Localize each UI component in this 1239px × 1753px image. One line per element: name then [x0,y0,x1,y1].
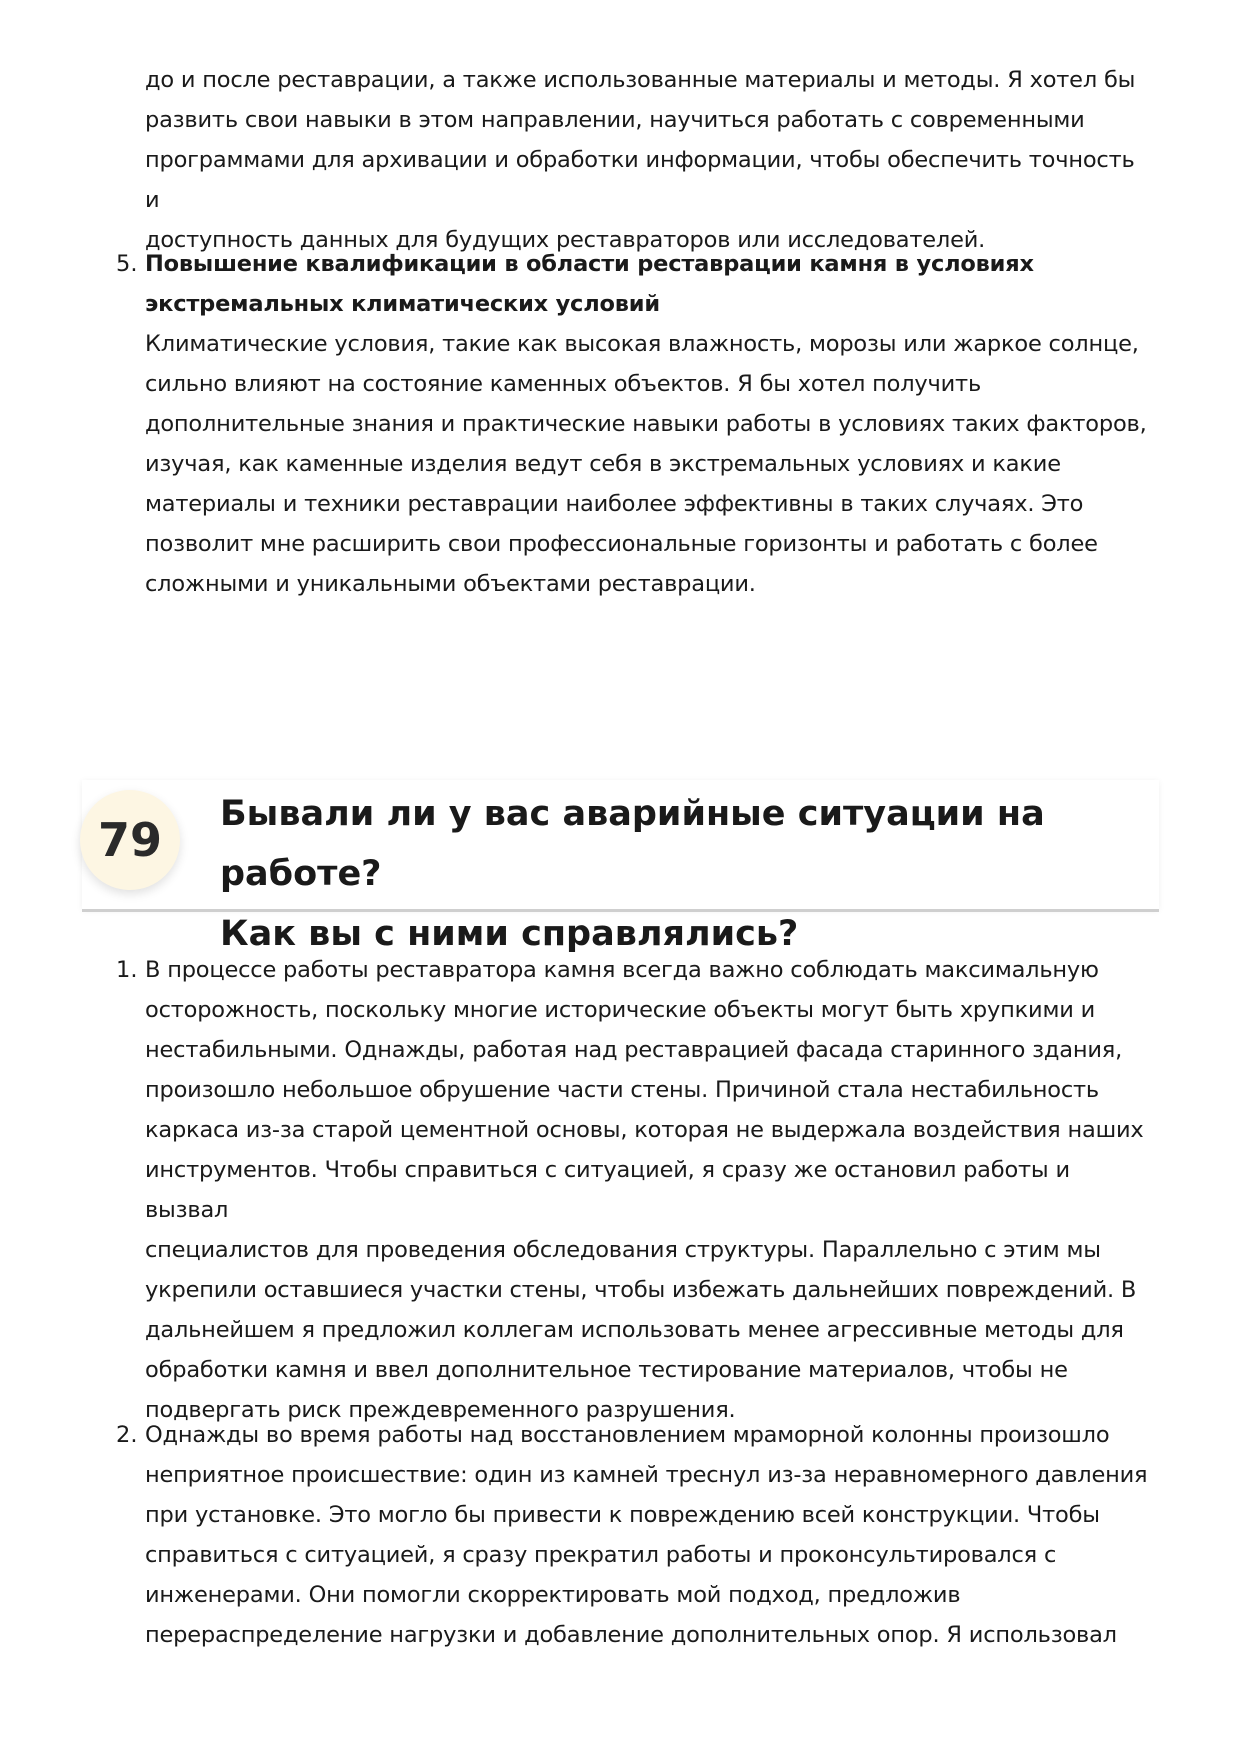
text-line: сложными и уникальными объектами реставрации. [145,571,756,597]
text-line: В процессе работы реставратора камня всегда важно соблюдать максимальную [145,957,1099,983]
item-title-line: экстремальных климатических условий [145,291,660,317]
section-title [220,784,1150,964]
list-number-2: 2. [116,1422,138,1448]
text-line: программами для архивации и обработки информации, чтобы обеспечить точность и [145,147,1135,213]
text-line: инженерами. Они помогли скорректировать мой подход, предложив [145,1582,961,1608]
text-line: справиться с ситуацией, я сразу прекратил работы и проконсультировался с [145,1542,1057,1568]
question-number-badge: 79 [80,790,180,890]
text-line: доступность данных для будущих реставраторов или исследователей. [145,227,986,253]
section-title-line: Как вы с ними справлялись? [220,914,799,954]
text-line: Однажды во время работы над восстановлением мраморной колонны произошло [145,1422,1110,1448]
text-line: подвергать риск преждевременного разрушения. [145,1397,736,1423]
text-line: Климатические условия, такие как высокая влажность, морозы или жаркое солнце, [145,331,1139,357]
text-line: перераспределение нагрузки и добавление дополнительных опор. Я использовал [145,1622,1117,1648]
text-line: нестабильными. Однажды, работая над реставрацией фасада старинного здания, [145,1037,1123,1063]
text-line: каркаса из-за старой цементной основы, которая не выдержала воздействия наших [145,1117,1144,1143]
text-line: укрепили оставшиеся участки стены, чтобы избежать дальнейших повреждений. В [145,1277,1137,1303]
list-item-5 [145,244,1155,604]
text-line: материалы и техники реставрации наиболее эффективны в таких случаях. Это [145,491,1084,517]
item-title-line: Повышение квалификации в области реставрации камня в условиях [145,251,1034,277]
list-number-1: 1. [116,957,138,983]
list-item-1 [145,950,1155,1430]
text-line: изучая, как каменные изделия ведут себя в экстремальных условиях и какие [145,451,1061,477]
text-line: при установке. Это могло бы привести к повреждению всей конструкции. Чтобы [145,1502,1100,1528]
section-title-line: Бывали ли у вас аварийные ситуации на работе? [220,794,1045,894]
text-line: осторожность, поскольку многие исторические объекты могут быть хрупкими и [145,997,1096,1023]
text-line: до и после реставрации, а также использованные материалы и методы. Я хотел бы [145,67,1136,93]
list-number-5: 5. [116,251,138,277]
list-item-2 [145,1415,1155,1655]
text-line: специалистов для проведения обследования структуры. Параллельно с этим мы [145,1237,1101,1263]
text-line: обработки камня и ввел дополнительное тестирование материалов, чтобы не [145,1357,1068,1383]
text-line: неприятное происшествие: один из камней треснул из-за неравномерного давления [145,1462,1148,1488]
text-line: позволит мне расширить свои профессиональные горизонты и работать с более [145,531,1098,557]
text-line: инструментов. Чтобы справиться с ситуацией, я сразу же остановил работы и вызвал [145,1157,1070,1223]
text-line: дополнительные знания и практические навыки работы в условиях таких факторов, [145,411,1147,437]
text-line: сильно влияют на состояние каменных объектов. Я бы хотел получить [145,371,982,397]
text-line: произошло небольшое обрушение части стены. Причиной стала нестабильность [145,1077,1099,1103]
text-line: развить свои навыки в этом направлении, научиться работать с современными [145,107,1085,133]
continuation-paragraph [145,60,1155,260]
text-line: дальнейшем я предложил коллегам использовать менее агрессивные методы для [145,1317,1124,1343]
